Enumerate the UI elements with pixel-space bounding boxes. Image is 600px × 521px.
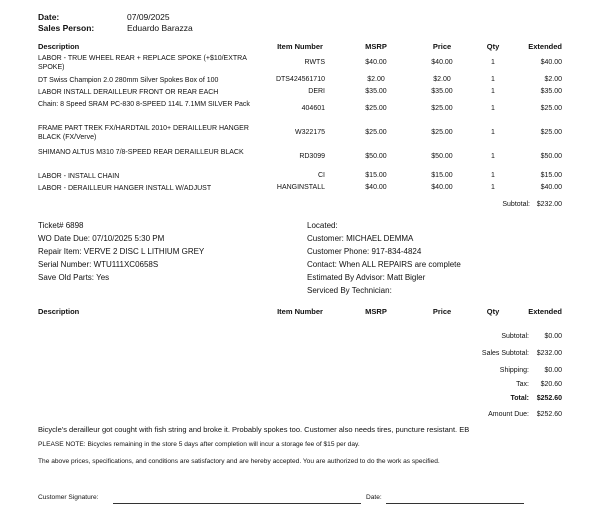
table-row-description: SHIMANO ALTUS M310 7/8-SPEED REAR DERAILLEUR BLACK — [38, 149, 244, 156]
table-row-description: LABOR INSTALL DERAILLEUR FRONT OR REAR EACH — [38, 89, 219, 96]
total-label: Total: — [510, 395, 529, 402]
sales-subtotal-value: $232.00 — [536, 350, 562, 357]
sales-person-value: Eduardo Barazza — [127, 23, 193, 33]
table-row-price: $2.00 — [433, 76, 451, 83]
customer-signature-label: Customer Signature: — [38, 494, 99, 501]
serial-number: Serial Number: WTU111XC0658S — [38, 260, 159, 269]
col-description: Description — [38, 42, 80, 51]
table-row-qty: 1 — [491, 76, 495, 83]
table-row-price: $25.00 — [431, 129, 453, 136]
col-item-number: Item Number — [277, 307, 323, 316]
table-row-description: Chain: 8 Speed SRAM PC-830 8-SPEED 114L 7.1MM SILVER Pack — [38, 101, 250, 108]
tax-label: Tax: — [516, 381, 529, 388]
total-value: $252.60 — [536, 395, 562, 402]
table-row-price: $50.00 — [431, 153, 453, 160]
table-row-item-number: W322175 — [295, 129, 325, 136]
col-price: Price — [432, 42, 452, 51]
table-row-msrp: $25.00 — [365, 129, 387, 136]
table-row-description: LABOR - TRUE WHEEL REAR + REPLACE SPOKE (+$10/EXTRA SPOKE) — [38, 55, 247, 71]
customer-name: Customer: MICHAEL DEMMA — [307, 234, 414, 243]
table-row-qty: 1 — [491, 88, 495, 95]
table-row-price: $40.00 — [431, 184, 453, 191]
customer-phone: Customer Phone: 917-834-4824 — [307, 247, 422, 256]
wo-date-due: WO Date Due: 07/10/2025 5:30 PM — [38, 234, 165, 243]
table-row-msrp: $25.00 — [365, 105, 387, 112]
estimated-by: Estimated By Advisor: Matt Bigler — [307, 273, 426, 282]
table-row-item-number: RD3099 — [299, 153, 325, 160]
save-old-parts: Save Old Parts: Yes — [38, 273, 110, 282]
table-row-description: DT Swiss Champion 2.0 280mm Silver Spokes Box of 100 — [38, 77, 219, 84]
table-row-item-number: DTS424561710 — [275, 76, 325, 83]
table-row-extended: $25.00 — [540, 105, 562, 112]
table-row-qty: 1 — [491, 153, 495, 160]
col-item-number: Item Number — [277, 42, 323, 51]
date-value: 07/09/2025 — [127, 12, 170, 22]
acceptance-text: The above prices, specifications, and conditions are satisfactory and are hereby accepted. You are authorized to do the work as specified. — [38, 458, 440, 465]
date-label: Date: — [38, 12, 60, 22]
signature-date-line[interactable] — [386, 503, 524, 504]
amount-due-label: Amount Due: — [488, 411, 529, 418]
col-qty: Qty — [486, 307, 500, 316]
col-extended: Extended — [528, 307, 562, 316]
table-row-msrp: $35.00 — [365, 88, 387, 95]
col-extended: Extended — [528, 42, 562, 51]
table-row-price: $35.00 — [431, 88, 453, 95]
sales-subtotal-label: Sales Subtotal: — [481, 350, 529, 357]
table-row-msrp: $15.00 — [365, 172, 387, 179]
items-subtotal-value: $232.00 — [536, 201, 562, 208]
totals-subtotal-label: Subtotal: — [501, 333, 529, 340]
totals-subtotal-value: $0.00 — [544, 333, 562, 340]
table-row-description: FRAME PART TREK FX/HARDTAIL 2010+ DERAILLEUR HANGER BLACK (FX/Verve) — [38, 125, 249, 141]
table-row-price: $25.00 — [431, 105, 453, 112]
table-row-msrp: $40.00 — [365, 184, 387, 191]
table-row-extended: $15.00 — [540, 172, 562, 179]
table-row-price: $40.00 — [431, 59, 453, 66]
table-row-item-number: RWTS — [304, 59, 325, 66]
serviced-by: Serviced By Technician: — [307, 286, 392, 295]
table-row-msrp: $40.00 — [365, 59, 387, 66]
table-row-msrp: $50.00 — [365, 153, 387, 160]
table-row-extended: $40.00 — [540, 184, 562, 191]
col-msrp: MSRP — [365, 42, 387, 51]
table-row-extended: $2.00 — [544, 76, 562, 83]
contact: Contact: When ALL REPAIRS are complete — [307, 260, 461, 269]
table-row-item-number: CI — [318, 172, 325, 179]
table-row-qty: 1 — [491, 105, 495, 112]
col-price: Price — [432, 307, 452, 316]
sales-person-label: Sales Person: — [38, 23, 95, 33]
table-row-extended: $25.00 — [540, 129, 562, 136]
table-row-qty: 1 — [491, 184, 495, 191]
amount-due-value: $252.60 — [536, 411, 562, 418]
table-row-extended: $50.00 — [540, 153, 562, 160]
table-row-item-number: HANGINSTALL — [276, 184, 325, 191]
storage-notice: PLEASE NOTE: Bicycles remaining in the store 5 days after completion will incur a storage fee of $15 per day. — [38, 441, 360, 448]
table-row-extended: $40.00 — [540, 59, 562, 66]
repair-comment: Bicycle's derailleur got cought with fish string and broke it. Probably spokes too. Customer also needs tires, puncture resistant. EB — [38, 425, 470, 434]
table-row-qty: 1 — [491, 59, 495, 66]
col-qty: Qty — [486, 42, 500, 51]
table-row-price: $15.00 — [431, 172, 453, 179]
items-subtotal-label: Subtotal: — [502, 201, 530, 208]
table-row-qty: 1 — [491, 129, 495, 136]
located: Located: — [307, 221, 338, 230]
repair-item: Repair Item: VERVE 2 DISC L LITHIUM GREY — [38, 247, 205, 256]
tax-value: $20.60 — [540, 381, 562, 388]
table-row-description: LABOR - DERAILLEUR HANGER INSTALL W/ADJUST — [38, 185, 212, 192]
table-row-msrp: $2.00 — [367, 76, 385, 83]
table-row-description: LABOR - INSTALL CHAIN — [38, 173, 120, 180]
customer-signature-line[interactable] — [113, 503, 361, 504]
col-msrp: MSRP — [365, 307, 387, 316]
ticket-number: Ticket# 6898 — [38, 221, 84, 230]
table-row-item-number: 404601 — [301, 105, 325, 112]
signature-date-label: Date: — [366, 494, 382, 501]
table-row-extended: $35.00 — [540, 88, 562, 95]
table-row-qty: 1 — [491, 172, 495, 179]
table-row-item-number: DERI — [308, 88, 325, 95]
col-description: Description — [38, 307, 80, 316]
shipping-value: $0.00 — [544, 367, 562, 374]
shipping-label: Shipping: — [499, 367, 529, 374]
